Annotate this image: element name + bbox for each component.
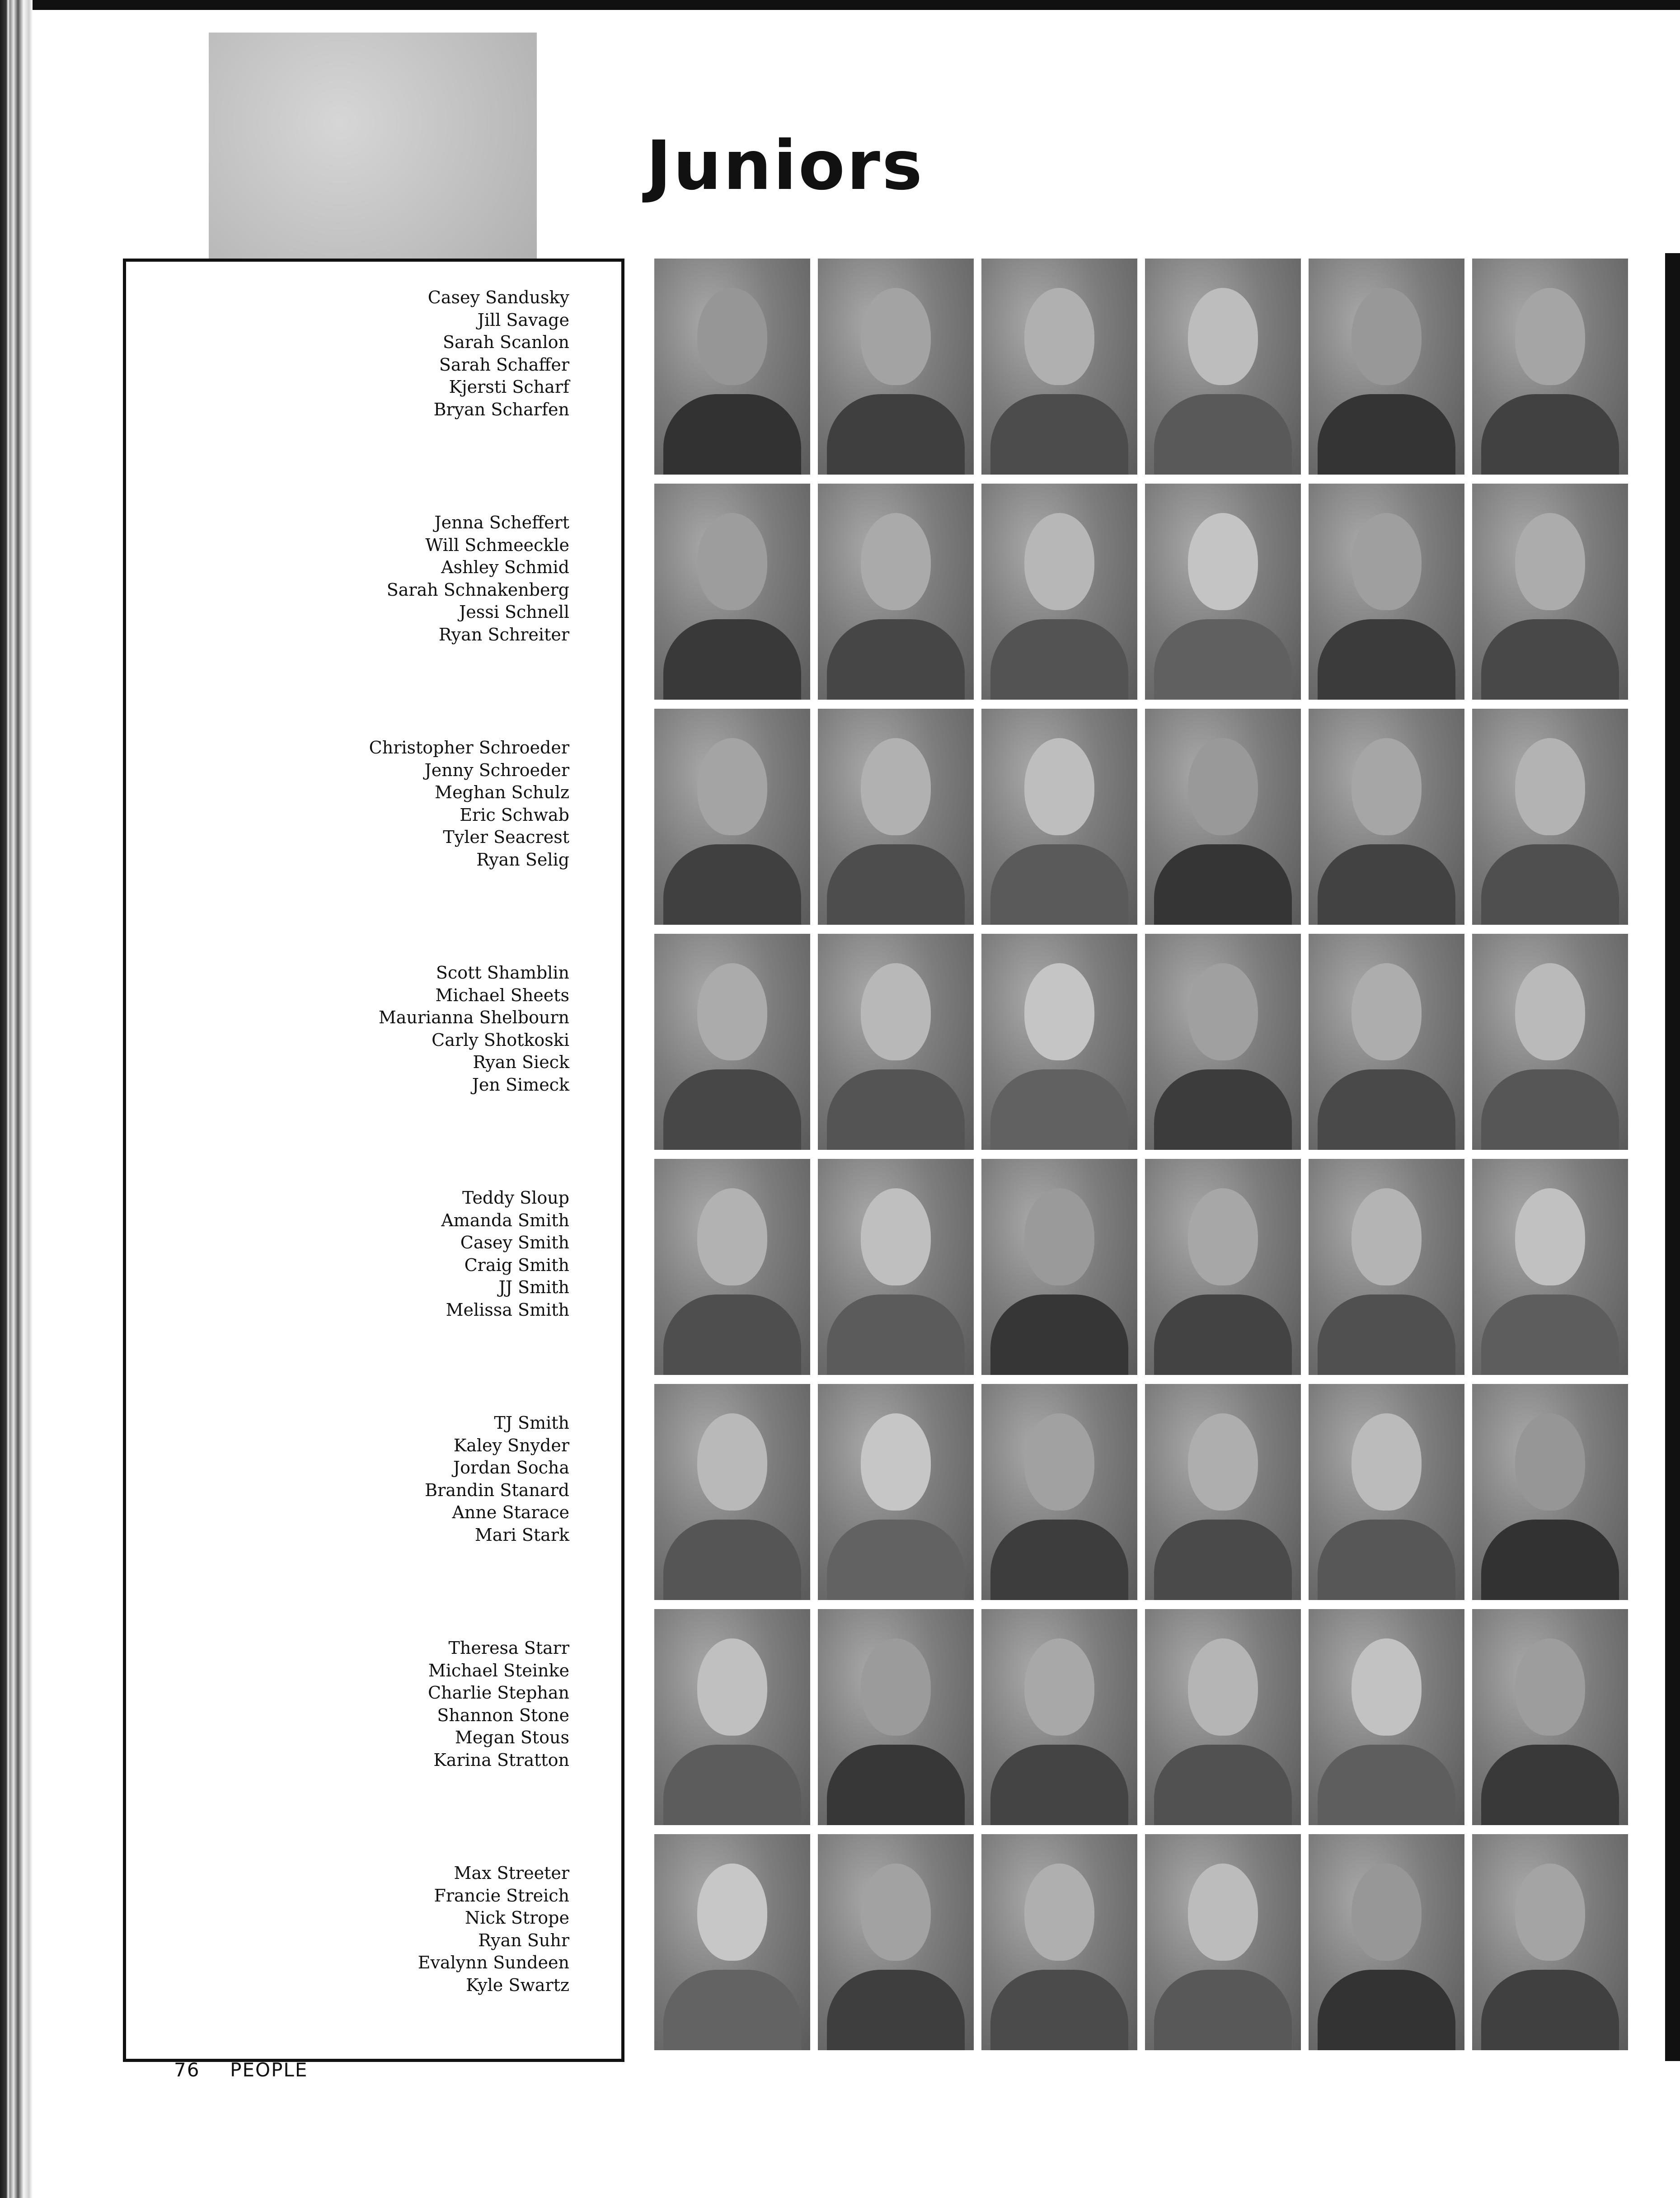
portrait-shoulders bbox=[827, 394, 965, 475]
portrait-shoulders bbox=[663, 1294, 801, 1375]
portrait-shoulders bbox=[663, 1520, 801, 1600]
portrait-shoulders bbox=[663, 844, 801, 925]
student-name: Ryan Selig bbox=[476, 849, 569, 870]
student-portrait bbox=[1472, 484, 1628, 700]
student-name: Sarah Schnakenberg bbox=[386, 579, 569, 600]
student-name: Sarah Scanlon bbox=[442, 332, 569, 353]
portrait-shoulders bbox=[1318, 1970, 1455, 2050]
portrait-shoulders bbox=[1481, 1294, 1619, 1375]
portrait-face bbox=[1024, 1864, 1094, 1961]
portrait-shoulders bbox=[827, 1069, 965, 1150]
header-tab-block bbox=[209, 33, 537, 259]
student-portrait bbox=[818, 1609, 974, 1825]
portrait-face bbox=[861, 513, 931, 610]
page-footer bbox=[174, 2059, 308, 2081]
facing-page-edge bbox=[1665, 253, 1680, 2061]
portrait-face bbox=[861, 963, 931, 1060]
student-portrait bbox=[981, 259, 1137, 475]
student-name: Francie Streich bbox=[434, 1885, 569, 1906]
student-name: Max Streeter bbox=[454, 1863, 569, 1883]
student-portrait bbox=[1472, 1159, 1628, 1375]
name-group bbox=[418, 1862, 569, 1997]
portrait-face bbox=[1515, 513, 1585, 610]
student-portrait bbox=[1145, 709, 1301, 925]
student-name: Brandin Stanard bbox=[425, 1480, 569, 1500]
student-portrait bbox=[1472, 1384, 1628, 1600]
portrait-face bbox=[1188, 1188, 1258, 1285]
student-name: Kyle Swartz bbox=[466, 1975, 569, 1995]
portrait-face bbox=[1024, 1413, 1094, 1511]
student-name: Tyler Seacrest bbox=[443, 827, 569, 847]
portrait-face bbox=[1515, 1864, 1585, 1961]
portrait-face bbox=[697, 1864, 767, 1961]
student-portrait bbox=[818, 1159, 974, 1375]
student-portrait bbox=[981, 934, 1137, 1150]
student-name: Christopher Schroeder bbox=[369, 738, 569, 758]
portrait-shoulders bbox=[1481, 1069, 1619, 1150]
portrait-shoulders bbox=[663, 394, 801, 475]
student-portrait bbox=[818, 934, 974, 1150]
student-name: Jenny Schroeder bbox=[424, 760, 569, 780]
portrait-face bbox=[1515, 738, 1585, 835]
student-name: Shannon Stone bbox=[437, 1705, 569, 1725]
student-portrait bbox=[1309, 1159, 1464, 1375]
portrait-shoulders bbox=[1318, 619, 1455, 700]
name-group bbox=[379, 962, 569, 1097]
student-portrait bbox=[1309, 259, 1464, 475]
portrait-face bbox=[1188, 1413, 1258, 1511]
student-name: Craig Smith bbox=[464, 1255, 569, 1275]
portrait-face bbox=[1188, 1864, 1258, 1961]
portrait-face bbox=[1188, 1638, 1258, 1736]
name-group bbox=[428, 287, 569, 421]
portrait-shoulders bbox=[663, 619, 801, 700]
name-group bbox=[425, 1412, 569, 1547]
student-portrait bbox=[1472, 934, 1628, 1150]
portrait-shoulders bbox=[1481, 619, 1619, 700]
student-name: Jessi Schnell bbox=[459, 602, 569, 622]
student-name: Jenna Scheffert bbox=[434, 513, 569, 532]
section-label: PEOPLE bbox=[230, 2059, 308, 2081]
student-portrait bbox=[1309, 1609, 1464, 1825]
portrait-face bbox=[1188, 738, 1258, 835]
portrait-face bbox=[1352, 1864, 1422, 1961]
student-portrait bbox=[981, 1834, 1137, 2050]
portrait-shoulders bbox=[827, 1294, 965, 1375]
portrait-face bbox=[1352, 963, 1422, 1060]
portrait-shoulders bbox=[1318, 844, 1455, 925]
portrait-shoulders bbox=[827, 844, 965, 925]
portrait-face bbox=[1188, 963, 1258, 1060]
portrait-shoulders bbox=[1154, 844, 1292, 925]
student-portrait bbox=[981, 709, 1137, 925]
student-portrait bbox=[981, 1159, 1137, 1375]
portrait-face bbox=[697, 738, 767, 835]
portrait-face bbox=[1024, 738, 1094, 835]
student-portrait bbox=[818, 484, 974, 700]
portrait-face bbox=[697, 1188, 767, 1285]
student-name: Melissa Smith bbox=[446, 1299, 569, 1320]
portrait-shoulders bbox=[1318, 1294, 1455, 1375]
portrait-face bbox=[1024, 1638, 1094, 1736]
student-portrait bbox=[1309, 934, 1464, 1150]
portrait-face bbox=[1024, 1188, 1094, 1285]
student-name: Theresa Starr bbox=[448, 1638, 569, 1658]
scan-top-edge bbox=[0, 0, 1680, 10]
portrait-face bbox=[697, 288, 767, 385]
student-portrait bbox=[654, 1834, 810, 2050]
portrait-shoulders bbox=[1154, 619, 1292, 700]
student-portrait bbox=[981, 484, 1137, 700]
student-name: Bryan Scharfen bbox=[433, 399, 569, 419]
student-name: Kjersti Scharf bbox=[449, 377, 569, 397]
portrait-face bbox=[1188, 288, 1258, 385]
portrait-face bbox=[1024, 963, 1094, 1060]
name-list-box bbox=[123, 259, 624, 2062]
student-name: Eric Schwab bbox=[460, 805, 569, 825]
portrait-shoulders bbox=[663, 1069, 801, 1150]
student-name: Jordan Socha bbox=[453, 1458, 569, 1478]
portrait-face bbox=[1024, 288, 1094, 385]
portrait-face bbox=[861, 1188, 931, 1285]
portrait-shoulders bbox=[1154, 1520, 1292, 1600]
portrait-shoulders bbox=[990, 844, 1128, 925]
student-portrait bbox=[818, 1834, 974, 2050]
page-title: Juniors bbox=[646, 127, 924, 205]
portrait-shoulders bbox=[990, 394, 1128, 475]
portrait-face bbox=[697, 1413, 767, 1511]
student-name: Megan Stous bbox=[455, 1727, 569, 1748]
student-name: Carly Shotkoski bbox=[432, 1030, 569, 1050]
student-name: Teddy Sloup bbox=[462, 1188, 569, 1208]
portrait-face bbox=[1515, 1638, 1585, 1736]
portrait-face bbox=[861, 1864, 931, 1961]
portrait-shoulders bbox=[1481, 844, 1619, 925]
student-portrait bbox=[1472, 1834, 1628, 2050]
portrait-shoulders bbox=[1154, 1069, 1292, 1150]
student-name: TJ Smith bbox=[494, 1413, 569, 1433]
student-portrait bbox=[654, 1384, 810, 1600]
student-name: Charlie Stephan bbox=[428, 1683, 569, 1703]
student-name: Will Schmeeckle bbox=[425, 535, 569, 555]
portrait-face bbox=[1515, 1188, 1585, 1285]
portrait-face bbox=[1515, 288, 1585, 385]
student-name: Sarah Schaffer bbox=[439, 354, 569, 375]
portrait-face bbox=[861, 1413, 931, 1511]
student-portrait bbox=[1309, 1384, 1464, 1600]
student-portrait bbox=[981, 1384, 1137, 1600]
student-portrait bbox=[1145, 1384, 1301, 1600]
name-group bbox=[428, 1637, 569, 1772]
portrait-face bbox=[1352, 288, 1422, 385]
portrait-shoulders bbox=[663, 1970, 801, 2050]
student-portrait bbox=[1472, 259, 1628, 475]
portrait-shoulders bbox=[827, 1970, 965, 2050]
portrait-shoulders bbox=[827, 1520, 965, 1600]
student-name: Casey Smith bbox=[460, 1233, 569, 1253]
name-group bbox=[441, 1187, 569, 1322]
portrait-shoulders bbox=[990, 1294, 1128, 1375]
student-portrait bbox=[654, 709, 810, 925]
portrait-face bbox=[1352, 738, 1422, 835]
portrait-shoulders bbox=[1154, 394, 1292, 475]
portrait-shoulders bbox=[827, 1745, 965, 1825]
student-name: Kaley Snyder bbox=[453, 1435, 569, 1455]
student-name: Casey Sandusky bbox=[427, 287, 569, 307]
portrait-shoulders bbox=[1481, 394, 1619, 475]
student-name: Nick Strope bbox=[465, 1908, 569, 1928]
student-portrait bbox=[981, 1609, 1137, 1825]
student-name: Michael Sheets bbox=[435, 985, 569, 1005]
student-name: JJ Smith bbox=[498, 1277, 569, 1298]
student-name: Maurianna Shelbourn bbox=[378, 1007, 569, 1028]
portrait-shoulders bbox=[663, 1745, 801, 1825]
portrait-shoulders bbox=[990, 1069, 1128, 1150]
student-portrait bbox=[1145, 1159, 1301, 1375]
student-portrait bbox=[1145, 934, 1301, 1150]
student-portrait bbox=[654, 484, 810, 700]
portrait-shoulders bbox=[1154, 1970, 1292, 2050]
student-portrait bbox=[1472, 709, 1628, 925]
portrait-face bbox=[1352, 1638, 1422, 1736]
portrait-shoulders bbox=[1318, 394, 1455, 475]
student-name: Mari Stark bbox=[474, 1525, 569, 1545]
student-name: Scott Shamblin bbox=[436, 963, 569, 983]
portrait-shoulders bbox=[1481, 1970, 1619, 2050]
student-portrait bbox=[654, 1159, 810, 1375]
portrait-shoulders bbox=[1318, 1745, 1455, 1825]
portrait-shoulders bbox=[1154, 1745, 1292, 1825]
portrait-shoulders bbox=[1154, 1294, 1292, 1375]
student-name: Karina Stratton bbox=[433, 1750, 569, 1770]
student-name: Ryan Suhr bbox=[478, 1930, 569, 1950]
student-portrait bbox=[1309, 709, 1464, 925]
student-portrait bbox=[654, 259, 810, 475]
portrait-face bbox=[1352, 1413, 1422, 1511]
portrait-shoulders bbox=[990, 619, 1128, 700]
portrait-face bbox=[1515, 963, 1585, 1060]
student-portrait bbox=[654, 934, 810, 1150]
portrait-face bbox=[1188, 513, 1258, 610]
student-name: Ryan Schreiter bbox=[438, 624, 569, 645]
student-portrait bbox=[1145, 1834, 1301, 2050]
student-name: Ashley Schmid bbox=[441, 557, 569, 578]
student-name: Anne Starace bbox=[452, 1502, 569, 1523]
portrait-face bbox=[1515, 1413, 1585, 1511]
student-name: Jill Savage bbox=[477, 310, 569, 330]
student-name: Ryan Sieck bbox=[473, 1052, 569, 1073]
book-spine bbox=[0, 0, 33, 2198]
student-portrait bbox=[1309, 1834, 1464, 2050]
page-number: 76 bbox=[174, 2059, 200, 2081]
portrait-shoulders bbox=[1318, 1520, 1455, 1600]
student-portrait bbox=[654, 1609, 810, 1825]
portrait-shoulders bbox=[1481, 1520, 1619, 1600]
portrait-shoulders bbox=[1318, 1069, 1455, 1150]
student-name: Jen Simeck bbox=[472, 1074, 569, 1095]
portrait-shoulders bbox=[990, 1745, 1128, 1825]
portrait-shoulders bbox=[1481, 1745, 1619, 1825]
portrait-face bbox=[1352, 513, 1422, 610]
student-portrait bbox=[1145, 259, 1301, 475]
student-portrait bbox=[1472, 1609, 1628, 1825]
portrait-face bbox=[861, 288, 931, 385]
student-portrait bbox=[1309, 484, 1464, 700]
portrait-face bbox=[697, 513, 767, 610]
student-portrait bbox=[818, 259, 974, 475]
student-name: Meghan Schulz bbox=[435, 782, 569, 803]
student-name: Michael Steinke bbox=[428, 1660, 569, 1680]
student-portrait bbox=[1145, 484, 1301, 700]
student-portrait bbox=[818, 709, 974, 925]
portrait-shoulders bbox=[990, 1520, 1128, 1600]
student-name: Amanda Smith bbox=[441, 1210, 569, 1230]
student-name: Evalynn Sundeen bbox=[418, 1953, 569, 1973]
portrait-face bbox=[861, 738, 931, 835]
name-group bbox=[369, 737, 569, 871]
name-group bbox=[387, 512, 569, 646]
portrait-face bbox=[697, 1638, 767, 1736]
student-portrait bbox=[818, 1384, 974, 1600]
portrait-face bbox=[1352, 1188, 1422, 1285]
portrait-face bbox=[697, 963, 767, 1060]
student-portrait bbox=[1145, 1609, 1301, 1825]
portrait-face bbox=[861, 1638, 931, 1736]
portrait-shoulders bbox=[990, 1970, 1128, 2050]
portrait-face bbox=[1024, 513, 1094, 610]
portrait-shoulders bbox=[827, 619, 965, 700]
